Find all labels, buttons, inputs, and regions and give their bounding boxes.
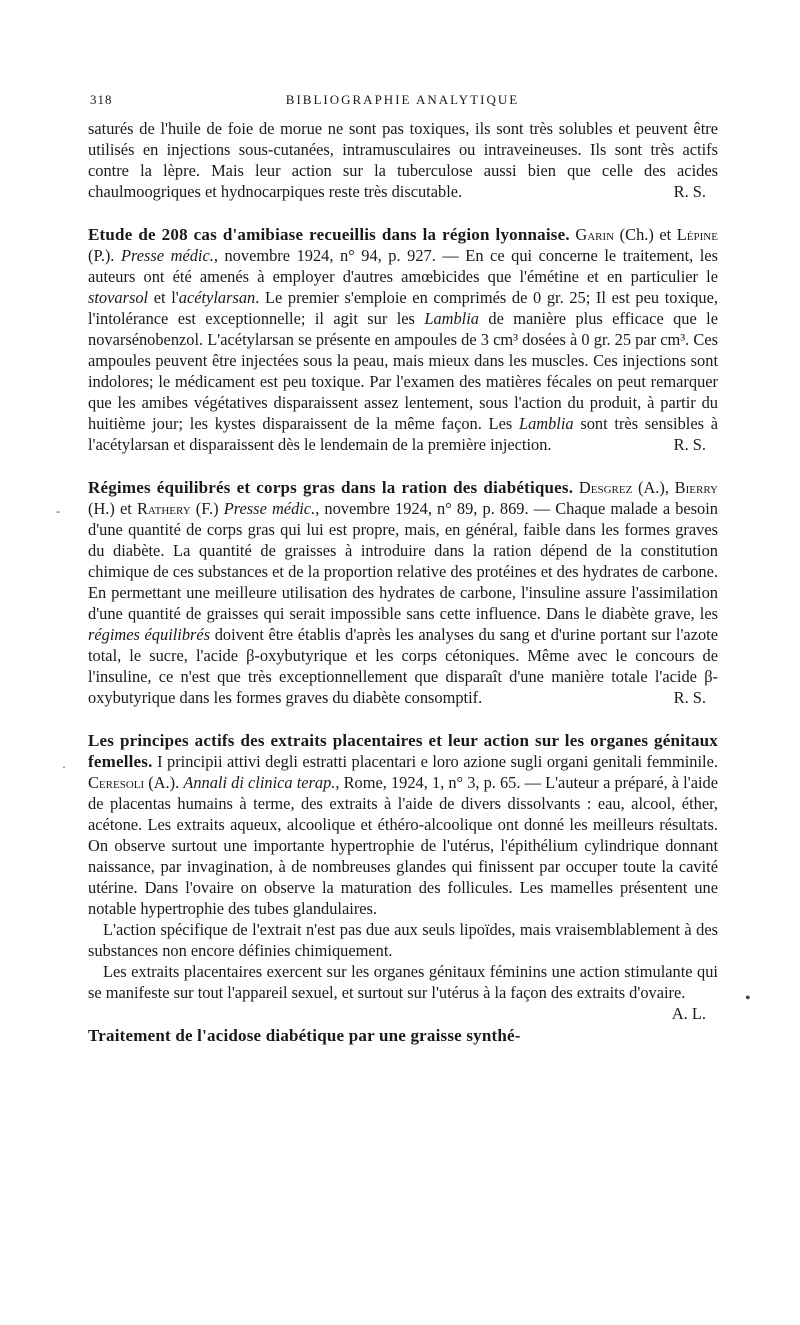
italic-phrase: régimes équilibrés (88, 625, 211, 644)
author-name: Rathery (136, 499, 191, 518)
entry-text: doivent être établis d'après les analyses du sang et d'urine portant sur l'azote total, le sucre, l'acide β-oxybutyrique et les corps cétoniques. Même avec le concours de l'insuline, ce n'est que très exceptionnellement que disparaît d'une manière totale l'acide β-oxybutyrique dans les formes graves du diabète consomptif. (88, 625, 718, 707)
entry-signature: R. S. (673, 182, 706, 201)
author-initial: (P.). (88, 246, 115, 265)
entry-text: , novembre 1924, n° 89, p. 869. — Chaque malade a besoin d'une quantité de corps gras qui lui est propre, mais, en général, faible dans les formes graves du diabète. La quantité de graisses à introduire dans la ration dépend de la constitution chimique de ces substances et de la proportion relative des protéines et des hydrates de carbone. En permettant une meilleure utilisation des hydrates de carbone, l'insuline assure l'assimilation d'une quantité de graisses qui serait impossible sans cette influence. Dans le diabète grave, les (88, 499, 719, 623)
organism-name: Lamblia (424, 309, 479, 328)
drug-name: stovarsol (88, 288, 149, 307)
entry-title: Etude de 208 cas d'amibiase recueillis dans la région lyonnaise. (88, 225, 570, 244)
author-name: Bierry (674, 478, 718, 497)
entry-subtitle: I principii attivi degli estratti placentari e loro azione sugli organi genitali femminile. (157, 752, 718, 771)
journal-name: Presse médic. (223, 499, 316, 518)
entry-signature: R. S. (673, 435, 706, 454)
entry-text: sont très sensibles à l'acétylarsan et disparaissent dès le lendemain de la première injection. (88, 414, 718, 454)
author-initial: (F.) (195, 499, 219, 518)
entry-regimes (88, 477, 718, 708)
entry-amibiase (88, 224, 718, 455)
entry-acidose (88, 1025, 718, 1046)
author-name: Desgrez (578, 478, 633, 497)
entry-text: , Rome, 1924, 1, n° 3, p. 65. — L'auteur a préparé, à l'aide de placentas humains à terme, des extraits à l'aide de divers dissolvants : eau, alcool, éther, acétone. Les extraits aqueux, alcoolique et éthéro-alcoolique ont donné les meilleurs résultats. On observe surtout une importante hypertrophie de l'utérus, l'épithélium cylindrique donnant naissance, par invagination, à de nombreuses glandes qui finissent par occuper toute la cavité utérine. Dans l'ovaire on observe la maturation des follicules. Les mamelles présentent une notable hypertrophie des tubes glandulaires. (88, 773, 718, 918)
article-body (88, 118, 718, 1068)
entry-title: Traitement de l'acidose diabétique par une graisse synthé- (88, 1026, 521, 1045)
entry-text: L'action spécifique de l'extrait n'est pas due aux seuls lipoïdes, mais vraisemblablement à des substances non encore définies chimiquement. (88, 920, 718, 960)
margin-bullet: • (745, 990, 751, 1007)
entry-text: de manière plus efficace que le novarsénobenzol. L'acétylarsan se présente en ampoules de 3 cm³ dosées à 0 gr. 25 par cm³. Ces ampoules peuvent être injectées sous la peau, mais mieux dans les muscles. Ces injections sont indolores; le médicament est peu toxique. Par l'examen des matières fécales on peut remarquer que les amibes végétatives disparaissent assez lentement, sous l'action du produit, à partir du huitième jour; les kystes disparaissent de la même façon. Les (88, 309, 718, 433)
conjunction: et (119, 499, 132, 518)
journal-name: Presse médic. (120, 246, 214, 265)
entry-title: Les principes actifs des extraits placentaires et leur action sur les organes génitaux femelles. (88, 731, 718, 771)
entry-text: Les extraits placentaires exercent sur les organes génitaux féminins une action stimulante qui se manifeste sur tout l'appareil sexuel, et surtout sur l'utérus à la façon des extraits d'ovaire. (88, 962, 718, 1002)
entry-text: et l' (153, 288, 179, 307)
author-name: Garin (575, 225, 615, 244)
drug-name: acétylarsan (178, 288, 256, 307)
author-initial: (A.). (148, 773, 180, 792)
entry-placenta (88, 730, 718, 1023)
entry-text: . Le premier s'emploie en comprimés de 0 gr. 25; Il est peu toxique, l'intolérance est exceptionnelle; il agit sur les (88, 288, 718, 328)
author-name: Lépine (676, 225, 718, 244)
entry-text: , novembre 1924, n° 94, p. 927. — En ce qui concerne le traitement, les auteurs ont été amenés à employer d'autres amœbicides que l'émétine et en particulier le (88, 246, 718, 286)
author-initial: (Ch.) (619, 225, 654, 244)
entry-signature: A. L. (671, 1004, 706, 1023)
organism-name: Lamblia (518, 414, 574, 433)
entry-text: saturés de l'huile de foie de morue ne sont pas toxiques, ils sont très solubles et peuvent être utilisés en injections sous-cutanées, intramusculaires ou intraveineuses. Ils sont très actifs contre la lèpre. Mais leur action sur la tuberculose aussi bien que celle des acides chaulmoogriques et hydnocarpiques reste très discutable. (88, 119, 718, 201)
margin-dash: - (56, 504, 60, 518)
author-initial: (A.), (638, 478, 669, 497)
journal-name: Annali di clinica terap. (183, 773, 336, 792)
page-number: 318 (90, 92, 113, 107)
entry-continued (88, 118, 718, 202)
conjunction: et (659, 225, 672, 244)
author-initial: (H.) (88, 499, 115, 518)
running-title: BIBLIOGRAPHIE ANALYTIQUE (285, 92, 520, 107)
entry-signature: R. S. (673, 688, 706, 707)
page-header (90, 92, 715, 114)
author-name: Ceresoli (88, 773, 145, 792)
entry-title: Régimes équilibrés et corps gras dans la ration des diabétiques. (88, 478, 574, 497)
margin-dot: · (62, 760, 66, 774)
